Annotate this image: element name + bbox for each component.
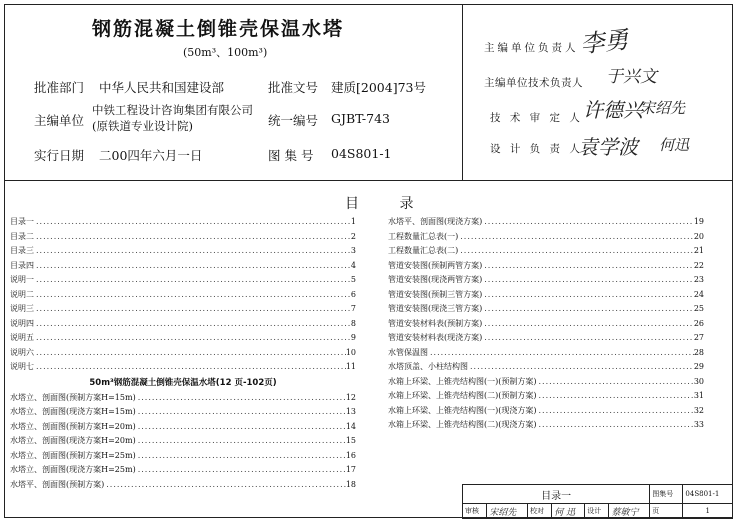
toc-leader-dots — [482, 215, 694, 230]
toc-leader-dots — [34, 244, 351, 259]
toc-entry-title: 水箱上环梁、上锥壳结构图(二)(预制方案) — [388, 391, 537, 400]
review-label: 审核 — [463, 504, 487, 519]
toc-leader-dots — [536, 404, 693, 419]
toc-entry-page: 13 — [345, 407, 356, 416]
toc-leader-dots — [428, 346, 694, 361]
toc-leader-dots — [136, 463, 346, 478]
toc-entry-page: 10 — [345, 347, 356, 357]
toc-right-column — [388, 215, 704, 433]
toc-entry-page: 33 — [693, 420, 704, 429]
unified-no-label: 统一编号 — [268, 113, 319, 128]
signature-tech-review-2: 宋绍先 — [640, 99, 686, 117]
toc-entry-page: 1 — [350, 217, 356, 226]
toc-entry — [388, 244, 704, 259]
toc-entry — [388, 302, 704, 317]
toc-entry — [388, 331, 704, 346]
toc-leader-dots — [136, 391, 346, 406]
toc-leader-dots — [34, 302, 351, 317]
toc-entry-page: 19 — [693, 217, 704, 226]
toc-entry-page: 21 — [693, 246, 704, 255]
toc-leader-dots — [482, 273, 694, 288]
toc-leader-dots — [536, 375, 693, 390]
approval-dept-value: 中华人民共和国建设部 — [99, 80, 225, 95]
toc-leader-dots — [458, 230, 694, 245]
check-label: 校对 — [528, 504, 552, 519]
toc-leader-dots — [482, 288, 694, 303]
toc-entry-page: 26 — [693, 318, 704, 328]
toc-entry — [10, 420, 356, 435]
toc-entry-title: 水塔立、剖面图(预制方案H=25m) — [10, 450, 136, 460]
toc-entry-page: 24 — [693, 289, 704, 299]
toc-entry-page: 32 — [693, 405, 704, 415]
toc-leader-dots — [136, 405, 346, 420]
toc-entry-page: 17 — [345, 465, 356, 474]
toc-entry — [10, 244, 356, 259]
toc-leader-dots — [34, 331, 351, 346]
toc-entry — [388, 360, 704, 375]
toc-entry-title: 水塔立、剖面图(现浇方案H=15m) — [10, 407, 136, 416]
toc-entry-title: 管道安装图(现浇三管方案) — [388, 304, 483, 313]
header-divider — [4, 180, 733, 181]
toc-entry — [10, 288, 356, 303]
toc-entry — [10, 463, 356, 478]
toc-entry-title: 说明二 — [10, 289, 34, 299]
toc-title: 目 录 — [345, 196, 432, 212]
toc-entry — [10, 360, 356, 375]
toc-leader-dots — [482, 317, 694, 332]
toc-entry-title: 说明三 — [10, 304, 34, 313]
toc-entry — [10, 478, 356, 493]
toc-entry — [10, 449, 356, 464]
toc-entry-title: 目录二 — [10, 231, 34, 241]
toc-entry-title: 水塔立、剖面图(现浇方案H=20m) — [10, 436, 136, 445]
checker-signature: 何 迅 — [552, 504, 585, 519]
chief-unit-label: 主编单位负责人 — [484, 42, 579, 54]
atlas-value-cell: 04S801-1 — [683, 485, 733, 504]
editor-unit-label: 主编单位 — [34, 113, 85, 128]
toc-leader-dots — [136, 420, 346, 435]
signature-chief-unit: 李勇 — [578, 25, 630, 59]
toc-entry-title: 目录四 — [10, 260, 34, 270]
toc-entry — [10, 302, 356, 317]
toc-leader-dots — [136, 434, 346, 449]
toc-entry-title: 水管保温图 — [388, 347, 428, 357]
sheet-name: 目录一 — [463, 485, 650, 504]
signature-design-lead: 袁学波 — [578, 135, 638, 159]
toc-entry-title: 目录一 — [10, 217, 34, 226]
atlas-no-label: 图 集 号 — [268, 148, 314, 163]
toc-entry — [388, 288, 704, 303]
approval-doc-label: 批准文号 — [268, 80, 319, 95]
toc-leader-dots — [34, 273, 351, 288]
toc-leader-dots — [468, 360, 694, 375]
approval-dept-label: 批准部门 — [34, 80, 85, 95]
toc-leader-dots — [104, 478, 346, 493]
toc-entry-title: 说明六 — [10, 347, 34, 357]
toc-entry — [10, 331, 356, 346]
toc-entry-page: 9 — [350, 333, 356, 342]
reviewer-signature: 宋绍先 — [487, 504, 528, 519]
toc-entry — [10, 259, 356, 274]
toc-entry-page: 28 — [693, 347, 704, 357]
toc-entry-page: 20 — [693, 231, 704, 241]
atlas-subtitle: (50m³、100m³) — [183, 46, 268, 59]
toc-entry-title: 工程数量汇总表(二) — [388, 246, 459, 255]
designer-signature: 蔡敏宁 — [609, 504, 650, 519]
toc-entry-page: 18 — [345, 479, 356, 489]
toc-leader-dots — [34, 317, 351, 332]
toc-entry-title: 说明五 — [10, 333, 34, 342]
toc-leader-dots — [482, 302, 694, 317]
chief-tech-label: 主编单位技术负责人 — [484, 77, 583, 89]
toc-entry — [388, 346, 704, 361]
signature-design-lead-2: 何迅 — [659, 136, 690, 154]
toc-entry-page: 27 — [693, 333, 704, 342]
toc-entry-title: 管道安装材料表(预制方案) — [388, 318, 483, 328]
toc-entry — [10, 215, 356, 230]
toc-entry-title: 水箱上环梁、上锥壳结构图(一)(预制方案) — [388, 376, 537, 386]
header-vertical-divider — [462, 4, 463, 181]
toc-entry-title: 水塔立、剖面图(现浇方案H=25m) — [10, 465, 136, 474]
toc-entry-title: 水塔立、剖面图(预制方案H=20m) — [10, 421, 136, 431]
toc-entry-page: 30 — [693, 376, 704, 386]
signature-chief-tech: 于兴文 — [606, 67, 657, 87]
toc-entry — [10, 230, 356, 245]
toc-entry-title: 水箱上环梁、上锥壳结构图(一)(现浇方案) — [388, 405, 537, 415]
toc-leader-dots — [34, 288, 351, 303]
atlas-label-cell: 图集号 — [650, 485, 683, 504]
tech-review-label: 技 术 审 定 人 — [490, 112, 583, 124]
toc-entry-title: 目录三 — [10, 246, 34, 255]
toc-entry-page: 6 — [350, 289, 356, 299]
title-block — [462, 484, 733, 519]
toc-entry-title: 管道安装材料表(现浇方案) — [388, 333, 483, 342]
toc-entry — [10, 391, 356, 406]
toc-entry-title: 说明四 — [10, 318, 34, 328]
toc-entry-page: 22 — [693, 260, 704, 270]
toc-entry — [388, 404, 704, 419]
unified-no-value: GJBT-743 — [331, 111, 390, 126]
toc-entry-title: 水塔立、剖面图(预制方案H=15m) — [10, 392, 136, 402]
signature-tech-review: 许德兴 — [583, 98, 643, 122]
editor-unit-value: 中铁工程设计咨询集团有限公司 — [92, 103, 253, 117]
toc-entry — [10, 434, 356, 449]
toc-entry — [388, 375, 704, 390]
toc-entry-title: 水塔平、剖面图(现浇方案) — [388, 217, 483, 226]
toc-entry-title: 说明一 — [10, 275, 34, 284]
atlas-no-value: 04S801-1 — [331, 146, 392, 161]
toc-leader-dots — [536, 418, 693, 433]
toc-entry — [10, 405, 356, 420]
toc-leader-dots — [34, 215, 351, 230]
toc-entry — [388, 259, 704, 274]
toc-entry — [388, 230, 704, 245]
toc-entry — [10, 317, 356, 332]
page-value: 1 — [683, 504, 733, 519]
toc-section-heading: 50m³钢筋混凝土倒锥壳保温水塔(12 页-102页) — [89, 377, 277, 388]
toc-entry-page: 23 — [693, 275, 704, 284]
toc-entry — [388, 273, 704, 288]
toc-entry — [388, 215, 704, 230]
toc-entry-page: 4 — [350, 260, 356, 270]
impl-date-value: 二00四年六月一日 — [99, 148, 203, 163]
toc-entry-title: 管道安装图(现浇两管方案) — [388, 275, 483, 284]
toc-leader-dots — [482, 331, 694, 346]
design-label: 设计 — [585, 504, 609, 519]
toc-entry-title: 工程数量汇总表(一) — [388, 231, 459, 241]
toc-leader-dots — [136, 449, 346, 464]
toc-entry-page: 12 — [345, 392, 356, 402]
toc-entry-title: 水塔顶盖、小柱结构图 — [388, 362, 468, 371]
toc-leader-dots — [34, 346, 346, 361]
toc-entry-page: 25 — [693, 304, 704, 313]
toc-leader-dots — [482, 259, 694, 274]
toc-entry-title: 水塔平、剖面图(预制方案) — [10, 479, 105, 489]
design-lead-label: 设 计 负 责 人 — [490, 143, 583, 155]
toc-entry-title: 水箱上环梁、上锥壳结构图(二)(现浇方案) — [388, 420, 537, 429]
toc-leader-dots — [34, 360, 346, 375]
approval-doc-value: 建质[2004]73号 — [331, 80, 426, 95]
editor-unit-former: (原铁道专业设计院) — [92, 119, 193, 133]
toc-entry-page: 8 — [350, 318, 356, 328]
toc-entry-page: 11 — [345, 362, 356, 371]
toc-entry-title: 说明七 — [10, 362, 34, 371]
toc-leader-dots — [34, 259, 351, 274]
toc-entry-page: 14 — [345, 421, 356, 431]
toc-entry-page: 3 — [350, 246, 356, 255]
toc-entry-page: 15 — [345, 436, 356, 445]
toc-entry — [388, 418, 704, 433]
toc-left-column — [10, 215, 356, 492]
toc-leader-dots — [536, 389, 693, 404]
toc-entry-page: 16 — [345, 450, 356, 460]
page-label: 页 — [650, 504, 683, 519]
toc-entry-page: 29 — [693, 362, 704, 371]
toc-entry — [10, 346, 356, 361]
impl-date-label: 实行日期 — [34, 148, 85, 163]
toc-entry-title: 管道安装图(预制三管方案) — [388, 289, 483, 299]
toc-entry-title: 管道安装图(预制两管方案) — [388, 260, 483, 270]
toc-leader-dots — [34, 230, 351, 245]
toc-entry-page: 31 — [693, 391, 704, 400]
toc-entry-page: 2 — [350, 231, 356, 241]
toc-entry — [388, 389, 704, 404]
toc-entry — [388, 317, 704, 332]
atlas-title: 钢筋混凝土倒锥壳保温水塔 — [92, 18, 345, 40]
toc-entry — [10, 273, 356, 288]
toc-entry-page: 5 — [350, 275, 356, 284]
toc-entry-page: 7 — [350, 304, 356, 313]
toc-leader-dots — [458, 244, 694, 259]
